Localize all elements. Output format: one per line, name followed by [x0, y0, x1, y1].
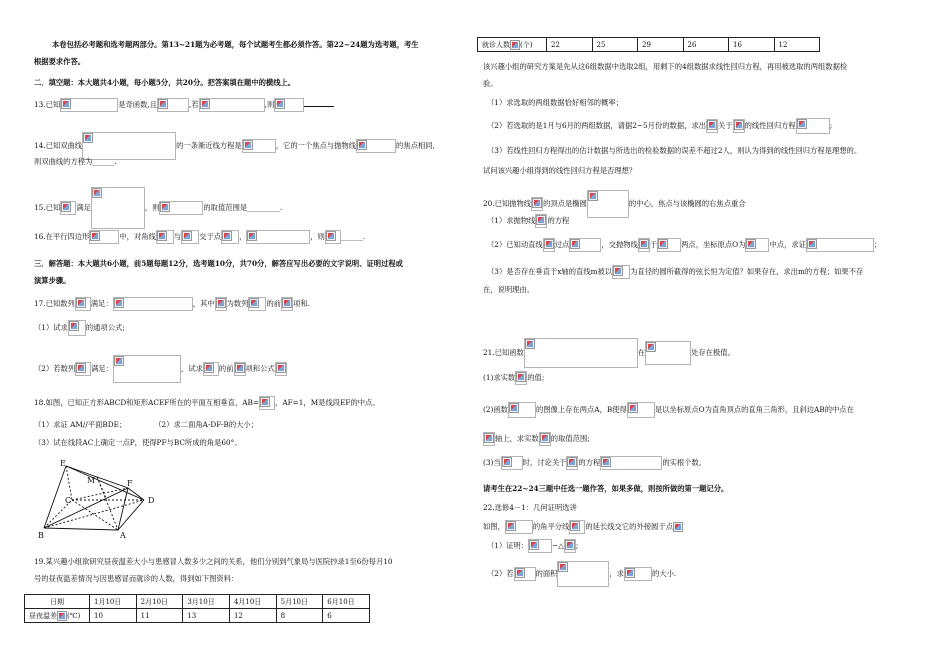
formula-image [657, 238, 681, 252]
q21-text: (2)函数 [483, 405, 508, 414]
formula-image [535, 214, 547, 228]
q17-part1 [34, 320, 125, 336]
q20-part-3-cont: 在，说明理由。 [483, 285, 535, 294]
question-21 [483, 338, 735, 368]
broken-image-icon [502, 457, 512, 467]
q19-question: 试问该兴趣小组得到的线性回归方程是否理想？ [483, 166, 637, 175]
q21-text: 的图像上存在两点A，B使得 [535, 405, 627, 414]
q22-text: ，求 [609, 569, 625, 578]
q21-text: 处存在极值。 [691, 348, 735, 357]
formula-image [501, 456, 523, 470]
broken-image-icon [707, 120, 717, 130]
broken-image-icon [216, 298, 226, 308]
geometry-figure [36, 458, 176, 540]
question-18 [34, 396, 380, 410]
formula-image [543, 238, 555, 252]
formula-image [89, 230, 119, 244]
formula-image [524, 338, 638, 368]
q17-text: 的前 [218, 364, 234, 373]
table-cell: 12 [229, 609, 276, 623]
broken-image-icon [570, 521, 580, 531]
q21-text: (1)求实数 [483, 373, 516, 382]
q19-text: 关于 [718, 121, 733, 130]
q14-text: 的焦点相同, [396, 141, 435, 150]
formula-image [539, 432, 551, 446]
broken-image-icon [536, 215, 546, 225]
broken-image-icon [235, 363, 245, 373]
broken-image-icon [276, 363, 286, 373]
formula-image [157, 98, 189, 112]
q22-text: 的延长线交它的外接圆于点 [585, 522, 673, 531]
table-cell: 25 [592, 38, 638, 52]
broken-image-icon [157, 231, 167, 241]
broken-image-icon [282, 298, 292, 308]
label-D: D [148, 496, 155, 505]
broken-image-icon [544, 239, 554, 249]
broken-image-icon [249, 298, 259, 308]
formula-image [75, 297, 91, 311]
table-row [478, 38, 820, 52]
formula-image [564, 539, 579, 553]
data-table-part-2 [477, 37, 820, 52]
broken-image-icon [76, 298, 86, 308]
formula-image [57, 611, 67, 620]
q18-parts-1-2 [34, 420, 258, 430]
q22-text: （2）若 [487, 569, 514, 578]
label-F: F [127, 479, 133, 488]
formula-image [508, 402, 536, 418]
q19-line-1: 19.某兴趣小组欲研究昼夜温差大小与患感冒人数多少之间的关系，他们分别到气象局与医院抄录1至6份每月10 [34, 557, 393, 566]
table-header-cell: 3月10日 [183, 595, 230, 609]
edge-BA [44, 528, 118, 530]
formula-image [515, 371, 527, 385]
formula-image [733, 119, 745, 133]
q20-text: （1）求抛物线 [487, 216, 536, 225]
q22-text: ; [575, 541, 579, 550]
intro-line-1: 本卷包括必考题和选考题两部分。第13~21题为必考题，每个试题考生都必须作答。第22~24题为选考题，考生 [52, 40, 419, 49]
edge-BF [44, 488, 128, 528]
q20-text: 过点 [554, 240, 570, 249]
formula-image [531, 197, 543, 211]
table-header-cell: 5月10日 [276, 595, 323, 609]
q16-text: ， [239, 232, 247, 241]
q22-part-1 [487, 539, 578, 553]
q22-text: 的角平分线 [532, 522, 570, 531]
formula-image [566, 456, 578, 470]
formula-image [673, 522, 683, 532]
q14-line-2: 则双曲线的方程为______. [34, 157, 117, 166]
question-15 [34, 187, 282, 229]
formula-image [356, 139, 396, 153]
formula-image [706, 119, 718, 133]
q20-text: 20.已知抛物线 [483, 199, 532, 208]
broken-image-icon [807, 239, 817, 249]
q21-part-2 [483, 402, 854, 418]
broken-image-icon [588, 191, 598, 201]
table-header-cell: 日期 [25, 595, 90, 609]
formula-image [156, 230, 174, 244]
section-answer-heading-1: 三．解答题：本大题共6小题，前5题每题12分，选考题10分，共70分，解答应写出必要的文字说明、证明过程或 [34, 259, 403, 268]
broken-image-icon [746, 239, 756, 249]
q15-text: 满足 [76, 203, 91, 212]
table-cell: 6 [323, 609, 370, 623]
formula-image [246, 230, 310, 244]
broken-image-icon [326, 231, 336, 241]
table-header-cell: 4月10日 [229, 595, 276, 609]
q20-text: ； [873, 240, 882, 249]
broken-image-icon [158, 99, 168, 109]
question-16 [34, 230, 365, 244]
formula-image [587, 190, 629, 218]
broken-image-icon [625, 568, 635, 578]
table-cell: 29 [638, 38, 684, 52]
broken-image-icon [160, 202, 170, 212]
question-22 [483, 520, 683, 534]
formula-image [234, 362, 246, 376]
formula-image [82, 132, 176, 160]
q19-text: 的线性回归方程 [744, 121, 796, 130]
q19-text: ; [829, 121, 833, 130]
q13-text: ,若 [189, 100, 199, 109]
q17-text: 的通项公式; [85, 323, 125, 332]
formula-image [612, 265, 630, 279]
q16-text: 交于点 [199, 232, 222, 241]
label-M: M [87, 476, 96, 485]
formula-image [638, 238, 650, 252]
q21-part-2-cont [483, 432, 590, 446]
q22-text: ∽△ [552, 541, 564, 550]
q16-text: 中，对角线 [119, 232, 156, 241]
broken-image-icon [646, 342, 656, 352]
formula-image [325, 230, 341, 244]
q18-text: （1）求证 AM//平面BDE； [34, 420, 127, 429]
table-row-label: 昼夜温差 (℃) [25, 609, 90, 623]
right-column [475, 0, 950, 672]
q13-text: 是奇函数,且 [118, 100, 158, 109]
formula-image [627, 402, 655, 418]
broken-image-icon [509, 403, 519, 413]
q19-plan-1: 该兴趣小组的研究方案是先从这6组数据中选取2组，用剩下的4组数据求线性回归方程，再用被选取的两组数据检 [483, 62, 848, 71]
q21-text: 的值; [527, 373, 545, 382]
q15-text: ，则 [144, 203, 160, 212]
table-cell: 12 [774, 38, 820, 52]
q17-text: ，试求 [181, 364, 203, 373]
section-fill-in-heading: 二．填空题：本大题共4小题，每小题5分，共20分。把答案填在题中的横线上。 [34, 78, 296, 87]
broken-image-icon [357, 140, 367, 150]
formula-image [113, 355, 181, 383]
formula-image [505, 520, 533, 534]
broken-image-icon [69, 321, 79, 331]
table-row-label: 就诊人数 (个) [478, 38, 547, 52]
edge-EC [66, 466, 72, 500]
q14-text: 14.已知双曲线 [34, 141, 83, 150]
q22-part-2 [487, 561, 676, 587]
formula-image [60, 98, 118, 112]
broken-image-icon [222, 231, 232, 241]
broken-image-icon [200, 99, 210, 109]
formula-image [514, 567, 536, 581]
answer-blank [304, 106, 334, 107]
q13-text: ,则 [264, 100, 275, 109]
q20-text: （2）已知动直线 [487, 240, 543, 249]
q20-text: 为直径的圆所截得的弦长恒为定值？如果存在，求出m的方程；如果不存 [630, 267, 864, 276]
broken-image-icon [570, 239, 580, 249]
q20-text: 两点，坐标原点O为 [681, 240, 746, 249]
formula-image [796, 118, 833, 134]
q17-text: 满足： [91, 364, 114, 373]
label-A: A [120, 531, 126, 540]
formula-image [91, 187, 145, 229]
q19-plan-2: 验。 [483, 79, 498, 88]
broken-image-icon [114, 356, 124, 366]
formula-image [600, 456, 662, 470]
q15-text: 15.已知 [34, 203, 61, 212]
q17-text: 项和. [293, 299, 310, 308]
q21-text: 轴上，求实数 [495, 434, 539, 443]
question-22-title: 22.选修4－1：几何证明选讲 [483, 503, 577, 512]
broken-image-icon [204, 363, 214, 373]
q21-text: (3)当 [483, 458, 501, 467]
label-E: E [60, 459, 66, 468]
table-header-cell: 1月10日 [90, 595, 137, 609]
formula-image [624, 567, 652, 581]
formula-image [528, 539, 552, 553]
q14-text: 的一条渐近线方程是 [176, 141, 242, 150]
table-cell: 22 [547, 38, 593, 52]
q21-text: 的取值范围; [550, 434, 590, 443]
q17-text: 为数列 [226, 299, 249, 308]
q20-text: ，交抛物线 [601, 240, 638, 249]
q21-part-3 [483, 456, 706, 470]
broken-image-icon [658, 239, 668, 249]
table-header-cell: 6月10日 [323, 595, 370, 609]
broken-image-icon [601, 457, 611, 467]
broken-image-icon [734, 120, 744, 130]
formula-image [159, 201, 203, 215]
q18-text: ，AF=1，M是线段EF的中点。 [275, 398, 380, 407]
elective-instruction: 请考生在22~24三题中任选一题作答，如果多做，则按所做的第一题记分。 [483, 484, 729, 493]
broken-image-icon [567, 457, 577, 467]
label-B: B [38, 531, 44, 540]
q20-text: 于 [649, 240, 658, 249]
broken-image-icon [516, 372, 526, 382]
q20-part-1 [487, 214, 569, 228]
formula-image [248, 297, 266, 311]
broken-image-icon [532, 198, 542, 208]
q17-text: 17.已知数列 [34, 299, 75, 308]
data-table-part-1 [24, 594, 370, 623]
broken-image-icon [57, 611, 67, 621]
q20-text: 中点，求证 [769, 240, 806, 249]
question-17 [34, 297, 310, 311]
q17-text: ，其中 [192, 299, 215, 308]
table-cell: 13 [183, 609, 230, 623]
q21-text: 是以坐标原点O为直角顶点的直角三角形，且斜边AB的中点在 [654, 405, 854, 414]
formula-image [557, 561, 609, 587]
table-cell: 16 [729, 38, 775, 52]
q16-text: 与 [173, 232, 182, 241]
formula-image [806, 238, 874, 252]
formula-image [75, 362, 91, 376]
edge-CF [72, 488, 128, 500]
broken-image-icon [540, 433, 550, 443]
q16-text: 16.在平行四边形 [34, 232, 90, 241]
formula-image [274, 98, 304, 112]
q17-text: （1）试求 [34, 323, 68, 332]
edge-CA [72, 500, 118, 530]
broken-image-icon [525, 339, 535, 349]
q17-text: 项和公式 [245, 364, 275, 373]
q22-text: （1）证明： [487, 541, 529, 550]
broken-image-icon [92, 188, 102, 198]
q19-part-2 [487, 118, 832, 134]
q18-text: （2）求二面角A-DF-B的大小； [154, 420, 259, 429]
broken-image-icon [275, 99, 285, 109]
q21-part-1 [483, 371, 544, 385]
table-cell: 26 [683, 38, 729, 52]
broken-image-icon [83, 133, 93, 143]
q13-text: 13.已知 [34, 100, 61, 109]
formula-image [645, 341, 691, 365]
formula-image [483, 432, 495, 446]
broken-image-icon [114, 298, 124, 308]
q19-text: （2）若选取的是1月与6月的两组数据，请据2~5月份的数据，求出 [487, 121, 707, 130]
question-14 [34, 132, 435, 160]
broken-image-icon [639, 239, 649, 249]
broken-image-icon [510, 40, 520, 50]
table-cell: 8 [276, 609, 323, 623]
q20-text: 的方程 [547, 216, 570, 225]
q20-part-3 [487, 265, 863, 279]
q20-text: 的顶点是椭圆 [543, 199, 587, 208]
q19-line-2: 号的昼夜温差情况与因患感冒而就诊的人数，得到如下图资料： [34, 574, 239, 583]
q17-text: 满足： [90, 299, 113, 308]
formula-image [259, 396, 275, 410]
q22-text: 的大小. [652, 569, 677, 578]
q16-text: ，则 [310, 232, 325, 241]
formula-image [199, 98, 265, 112]
broken-image-icon [61, 99, 71, 109]
formula-image [510, 40, 520, 49]
q18-part-3: （3）试在线段AC上确定一点P，使得PF与BC所成的角是60°。 [34, 438, 242, 447]
broken-image-icon [613, 266, 623, 276]
formula-image [569, 238, 601, 252]
broken-image-icon [529, 540, 539, 550]
q21-text: 21.已知函数 [483, 348, 524, 357]
broken-image-icon [260, 397, 270, 407]
q18-text: 18.如图，已知正方形ABCD和矩形ACEF所在的平面互相垂直，AB= [34, 398, 260, 407]
q21-text: 时，讨论关于 [522, 458, 567, 467]
q17-text: （2）若数列 [34, 364, 76, 373]
broken-image-icon [76, 363, 86, 373]
broken-image-icon [90, 231, 100, 241]
formula-image [275, 362, 287, 376]
broken-image-icon [797, 119, 807, 129]
formula-image [745, 238, 769, 252]
formula-image [221, 230, 239, 244]
broken-image-icon [506, 521, 516, 531]
broken-image-icon [515, 568, 525, 578]
formula-image [60, 201, 76, 215]
q16-text: ______. [340, 232, 366, 241]
formula-image [242, 139, 276, 153]
formula-image [215, 297, 227, 311]
broken-image-icon [243, 140, 253, 150]
q15-text: 的取值范围是_________. [203, 203, 283, 212]
formula-image [569, 520, 585, 534]
table-cell: 10 [90, 609, 137, 623]
q22-text: 如图， [483, 522, 505, 531]
broken-image-icon [61, 202, 71, 212]
q19-part-3: （3）若线性回归方程得出的估计数据与所选出的检验数据的误差不超过2人，则认为得到的线性回归方程是理想的。 [487, 146, 862, 155]
q22-text: 的面积 [535, 569, 558, 578]
label-C: C [65, 496, 72, 505]
q21-text: 的实根个数。 [662, 458, 707, 467]
broken-image-icon [182, 231, 192, 241]
formula-image [68, 320, 86, 336]
intro-line-2: 根据要求作答。 [34, 57, 86, 66]
formula-image [113, 297, 193, 311]
table-row [25, 609, 370, 623]
broken-image-icon [558, 562, 568, 572]
formula-image [281, 297, 293, 311]
broken-image-icon [565, 540, 575, 550]
q14-text: ，它的一个焦点与抛物线 [275, 141, 357, 150]
q21-text: 在 [637, 348, 646, 357]
q17-part2 [34, 355, 287, 383]
q19-part-1: （1）求选取的两组数据恰好相邻的概率； [487, 98, 623, 107]
q20-part-2 [487, 238, 881, 252]
q17-text: 的前 [266, 299, 282, 308]
broken-image-icon [484, 433, 494, 443]
q20-text: 的中心，焦点与该椭圆的右焦点重合 [628, 199, 746, 208]
q21-text: 的方程 [578, 458, 601, 467]
formula-image [181, 230, 199, 244]
broken-image-icon [673, 522, 683, 532]
broken-image-icon [247, 231, 257, 241]
section-answer-heading-2: 演算步骤。 [34, 276, 71, 285]
question-13 [34, 98, 334, 112]
q20-text: （3）是否存在垂直于x轴的直线m被以 [487, 267, 613, 276]
broken-image-icon [628, 403, 638, 413]
table-header-row [25, 595, 370, 609]
formula-image [203, 362, 219, 376]
table-header-cell: 2月10日 [136, 595, 183, 609]
table-cell: 11 [136, 609, 183, 623]
